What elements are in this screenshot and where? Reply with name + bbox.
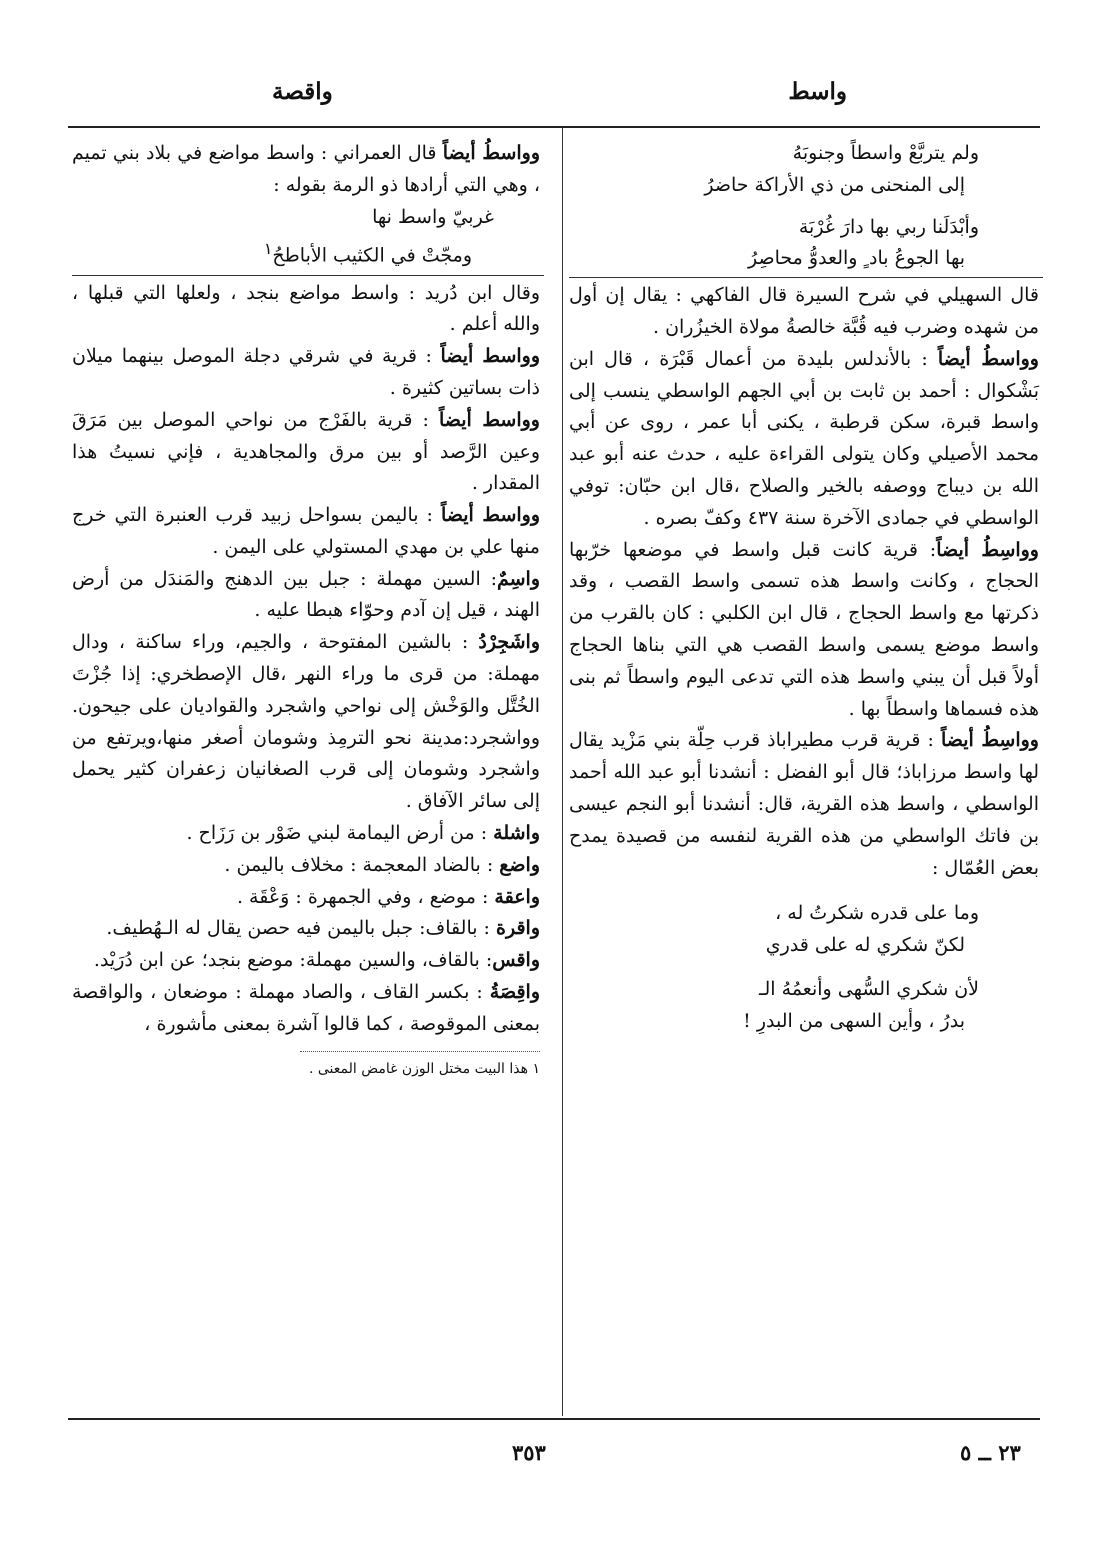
verse-line: وما على قدره شكرتُ له ، — [775, 902, 979, 925]
right-column — [569, 138, 1039, 1038]
left-column — [72, 138, 540, 1080]
entry-term: واسِمٌ — [496, 567, 540, 590]
entry-term: وواسِطُ أيضاً — [936, 538, 1039, 561]
entry-text: : موضع ، وفي الجمهرة : وَعْقَة . — [236, 885, 495, 908]
paragraph — [569, 725, 1039, 884]
paragraph: قال السهيلي في شرح السيرة قال الفاكهي : يقال إن أول من شهده وضرب فيه قُبَّة خالصةُ مولاة الخيزُران . — [569, 284, 1039, 338]
entry-text: : من أرض اليمامة لبني ضَوْر بن رَزَاح . — [186, 822, 494, 845]
paragraph — [72, 564, 540, 628]
entry-text: : السين مهملة : جبل بين الدهنج والمَندَل من أرض الهند ، قيل إن آدم وحوّاء هبطا عليه . — [72, 567, 540, 622]
verse-line: بها الجوعُ باد ٍ والعدوُّ محاصِرُ — [748, 247, 965, 270]
entry-term: واعقة — [494, 885, 540, 908]
header-rule — [68, 126, 1040, 128]
paragraph — [72, 405, 540, 500]
paragraph — [569, 535, 1039, 726]
verse-block — [72, 202, 540, 273]
paragraph — [72, 913, 540, 945]
paragraph — [72, 627, 540, 818]
entry-text: : قرية بالفَرْج من نواحي الموصل بين مَرَقَ وعين الرَّصد أو بين مرق والمجاهدية ، فإني نسيتُ هذا المقدار . — [72, 408, 540, 495]
entry-text: قال العمراني : واسط مواضع في بلاد بني تميم ، وهي التي أرادها ذو الرمة بقوله : — [72, 142, 540, 196]
verse-line: غربيّ واسط نها — [372, 205, 494, 228]
paragraph — [569, 344, 1039, 535]
paragraph — [72, 138, 540, 202]
entry-text: : بالقاف: جبل باليمن فيه حصن يقال له الـهُطيف. — [106, 917, 497, 940]
footer-rule — [68, 1418, 1040, 1420]
verse-line: لأن شكري السُّهى وأنعمُهُ الـ — [758, 977, 979, 1000]
entry-term: وواسطُ أيضاً — [442, 142, 540, 164]
entry-text: : قرية في شرقي دجلة الموصل بينهما ميلان ذات بساتين كثيرة . — [72, 345, 540, 399]
paragraph — [72, 882, 540, 914]
entry-term: وواسطُ أيضاً — [937, 347, 1039, 370]
paragraph — [72, 341, 540, 405]
entry-term: واضع — [499, 853, 540, 876]
paragraph: وقال ابن دُريد : واسط مواضع بنجد ، ولعلها التي قبلها ، والله أعلم . — [72, 281, 540, 336]
verse-block — [569, 212, 1039, 276]
paragraph — [72, 977, 540, 1041]
footnote-rule — [300, 1051, 540, 1052]
entry-term: واقِصَةُ — [489, 981, 540, 1004]
entry-term: واقرة — [496, 917, 540, 940]
footnote-marker: ١ — [263, 239, 273, 259]
running-header-left: واقصة — [272, 78, 333, 105]
paragraph — [72, 818, 540, 850]
running-header-right: واسط — [788, 78, 847, 105]
page-number: ٣٥٣ — [512, 1440, 546, 1465]
verse-block — [569, 898, 1039, 962]
entry-term: وواسِطُ أيضاً — [940, 729, 1039, 752]
paragraph — [72, 945, 540, 977]
entry-term: واقس — [492, 949, 540, 972]
entry-text: : بالقاف، والسين مهملة: موضع بنجد؛ عن ابن دُرَيْد. — [93, 949, 493, 972]
entry-term: وواسط أيضاً — [440, 504, 540, 527]
footnote: ١ هذا البيت مختل الوزن غامض المعنى . — [308, 1060, 540, 1077]
verse-line: ولم يتربَّعْ واسطاً وجنوبَهُ — [792, 142, 979, 164]
entry-text: : بالشين المفتوحة ، والجيم، وراء ساكنة ، ودال مهملة: من قرى ما وراء النهر ،قال الإصطخري: إذا جُزْتَ الخُتَّل والوَخْش إلى نواحي واشجرد والقواديان على جيحون. وواشجرد:مدينة نحو الترمِذ وشومان أصغر منها،ويرتفع من واشجرد وشومان إلى قرب الصغانيان زعفران كثير يحمل إلى سائر الآفاق . — [72, 631, 540, 813]
verse-line: لكنّ شكري له على قدري — [765, 934, 965, 957]
verse-line — [72, 233, 540, 272]
entry-text: : بالأندلس بليدة من أعمال قَبْرَة ، قال ابن بَشْكوال : أحمد بن ثابت بن أبي الجهم الواسطي ينسب إلى واسط قبرة، سكن قرطبة ، يكنى أبا عمر ، روى عن أبي محمد الأصيلي وكان يتولى القراءة عليه ، حدث عنه أبو عبد الله بن ديباج ووصفه بالخير والصلاح ،قال ابن حبّان: توفي الواسطي في جمادى الآخرة سنة ٤٣٧ وكفّ بصره . — [569, 347, 1039, 529]
entry-term: واشَجِرْدُ — [478, 631, 540, 654]
entry-text: : باليمن بسواحل زبيد قرب العنبرة التي خرج منها علي بن مهدي المستولي على اليمن . — [72, 504, 540, 558]
signature-mark: ٢٣ ــ ٥ — [960, 1440, 1021, 1465]
verse-line: إلى المنحنى من ذي الأراكة حاضرُ — [704, 173, 965, 196]
verse-text: ومجّتْ في الكثيب الأباطحُ — [272, 244, 472, 267]
verse-line: وأبْدَلَنا ربي بها دارَ غُرْبَة — [798, 215, 979, 238]
paragraph — [72, 500, 540, 564]
entry-term: وواسط أيضاً — [438, 408, 540, 431]
column-divider — [562, 128, 563, 1416]
entry-text: : قرية قرب مطيراباذ قرب حِلّة بني مَزْيد يقال لها واسط مرزاباذ؛ قال أبو الفضل : أنشدنا أبو عبد الله أحمد الواسطي ، واسط هذه القرية، قال: أنشدنا أبو النجم عيسى بن فاتك الواسطي من هذه القرية لنفسه من قصيدة يمدح بعض العُمّال : — [569, 729, 1039, 879]
entry-text: : قرية كانت قبل واسط في موضعها خرّبها الحجاج ، وكانت واسط هذه تسمى واسط القصب ، وقد ذكرتها مع واسط الحجاج ، قال ابن الكلبي : كان بالقرب من واسط موضع يسمى واسط القصب هي التي بناها الحجاج أولاً قبل أن يبني واسط هذه التي تدعى اليوم واسطاً ثم بنى هذه فسماها واسطاً بها . — [569, 538, 1039, 720]
paragraph — [72, 850, 540, 882]
verse-block — [569, 138, 1039, 202]
section-rule — [72, 275, 544, 276]
verse-line: بدرُ ، وأين السهى من البدرِ ! — [743, 1009, 965, 1032]
verse-block — [569, 974, 1039, 1038]
section-rule — [569, 277, 1043, 278]
entry-text: : بكسر القاف ، والصاد مهملة : موضعان ، والواقصة بمعنى الموقوصة ، كما قالوا آشرة بمعنى مأشورة ، — [72, 981, 540, 1035]
entry-term: واشلة — [493, 822, 540, 845]
entry-term: وواسط أيضاً — [440, 345, 540, 368]
entry-text: : بالضاد المعجمة : مخلاف باليمن . — [224, 853, 500, 876]
